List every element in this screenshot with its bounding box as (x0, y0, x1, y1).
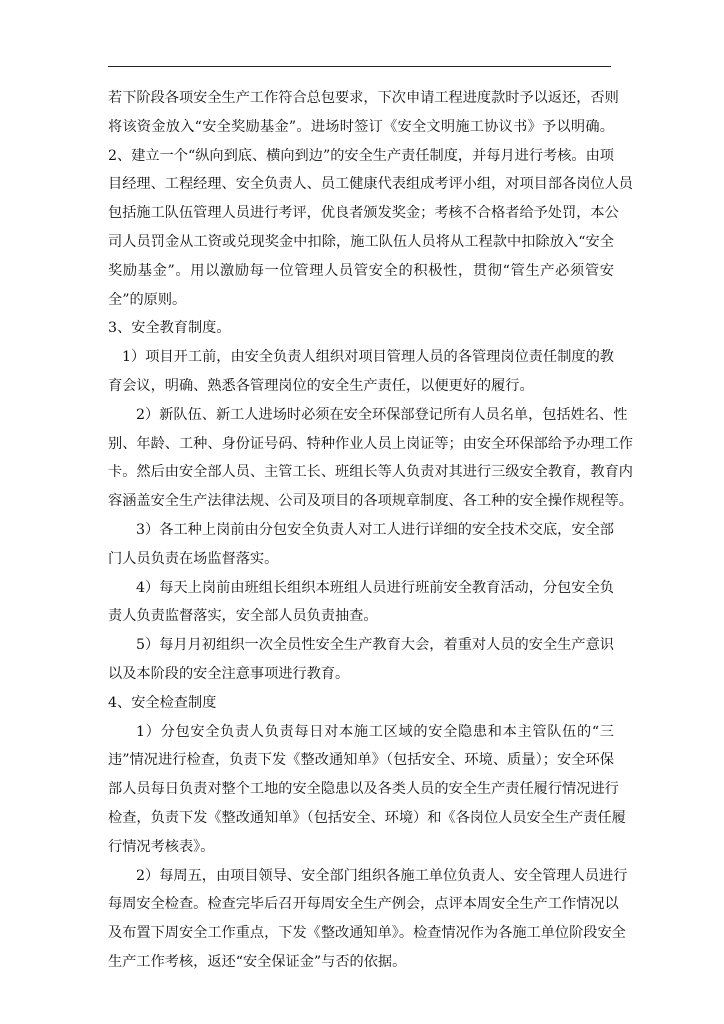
text-line: 1）分包安全负责人负责每日对本施工区域的安全隐患和本主管队伍的“三 (136, 723, 614, 740)
text-line: 3）各工种上岗前由分包安全负责人对工人进行详细的安全技术交底，安全部 (136, 521, 614, 538)
text-line: 责人负责监督落实，安全部人员负责抽查。 (108, 608, 378, 625)
text-line: 目经理、工程经理、安全负责人、员工健康代表组成考评小组，对项目部各岗位人员 (108, 176, 633, 193)
text-line: 生产工作考核，返还“安全保证金”与否的依据。 (108, 953, 407, 970)
section-heading-4: 4、安全检查制度 (108, 694, 217, 711)
text-line: 容涵盖安全生产法律法规、公司及项目的各项规章制度、各工种的安全操作规程等。 (108, 493, 633, 510)
text-line: 及布置下周安全工作重点，下发《整改通知单》。检查情况作为各施工单位阶段安全 (108, 925, 626, 942)
text-line: 2）新队伍、新工人进场时必须在安全环保部登记所有人员名单，包括姓名、性 (136, 406, 628, 423)
section-heading-3: 3、安全教育制度。 (108, 320, 231, 337)
text-line: 违”情况进行检查，负责下发《整改通知单》（包括安全、环境、质量）；安全环保 (108, 752, 614, 769)
text-line: 4）每天上岗前由班组长组织本班组人员进行班前安全教育活动，分包安全负 (136, 579, 614, 596)
text-line: 1）项目开工前，由安全负责人组织对项目管理人员的各管理岗位责任制度的教 (122, 349, 614, 366)
text-line: 每周安全检查。检查完毕后召开每周安全生产例会，点评本周安全生产工作情况以 (108, 896, 619, 913)
text-line: 检查，负责下发《整改通知单》（包括安全、环境）和《各岗位人员安全生产责任履 (108, 809, 626, 826)
text-line: 包括施工队伍管理人员进行考评，优良者颁发奖金；考核不合格者给予处罚，本公 (108, 205, 619, 222)
section-heading-2: 2、建立一个“纵向到底、横向到边”的安全生产责任制度，并每月进行考核。由项 (108, 147, 614, 164)
text-line: 奖励基金”。用以激励每一位管理人员管安全的积极性，贯彻“管生产必须管安 (108, 262, 614, 279)
text-line: 2）每周五，由项目领导、安全部门组织各施工单位负责人、安全管理人员进行 (136, 867, 628, 884)
text-line: 以及本阶段的安全注意事项进行教育。 (108, 665, 350, 682)
text-line: 部人员每日负责对整个工地的安全隐患以及各类人员的安全生产责任履行情况进行 (108, 781, 619, 798)
text-line: 全”的原则。 (108, 291, 187, 308)
text-line: 卡。然后由安全部人员、主管工长、班组长等人负责对其进行三级安全教育，教育内 (108, 464, 633, 481)
text-line: 若下阶段各项安全生产工作符合总包要求，下次申请工程进度款时予以返还，否则 (108, 90, 619, 106)
text-line: 门人员负责在场监督落实。 (108, 550, 279, 567)
text-line: 5）每月月初组织一次全员性安全生产教育大会，着重对人员的安全生产意识 (136, 637, 614, 654)
text-line: 别、年龄、工种、身份证号码、特种作业人员上岗证等；由安全环保部给予办理工作 (108, 435, 633, 452)
text-line: 行情况考核表》。 (108, 838, 215, 855)
document-body (108, 84, 633, 977)
text-line: 将该资金放入“安全奖励基金”。进场时签订《安全文明施工协议书》予以明确。 (108, 118, 614, 135)
text-line: 育会议，明确、熟悉各管理岗位的安全生产责任，以便更好的履行。 (108, 377, 534, 394)
text-line: 司人员罚金从工资或兑现奖金中扣除，施工队伍人员将从工程款中扣除放入“安全 (108, 233, 614, 250)
header-rule (108, 66, 611, 67)
